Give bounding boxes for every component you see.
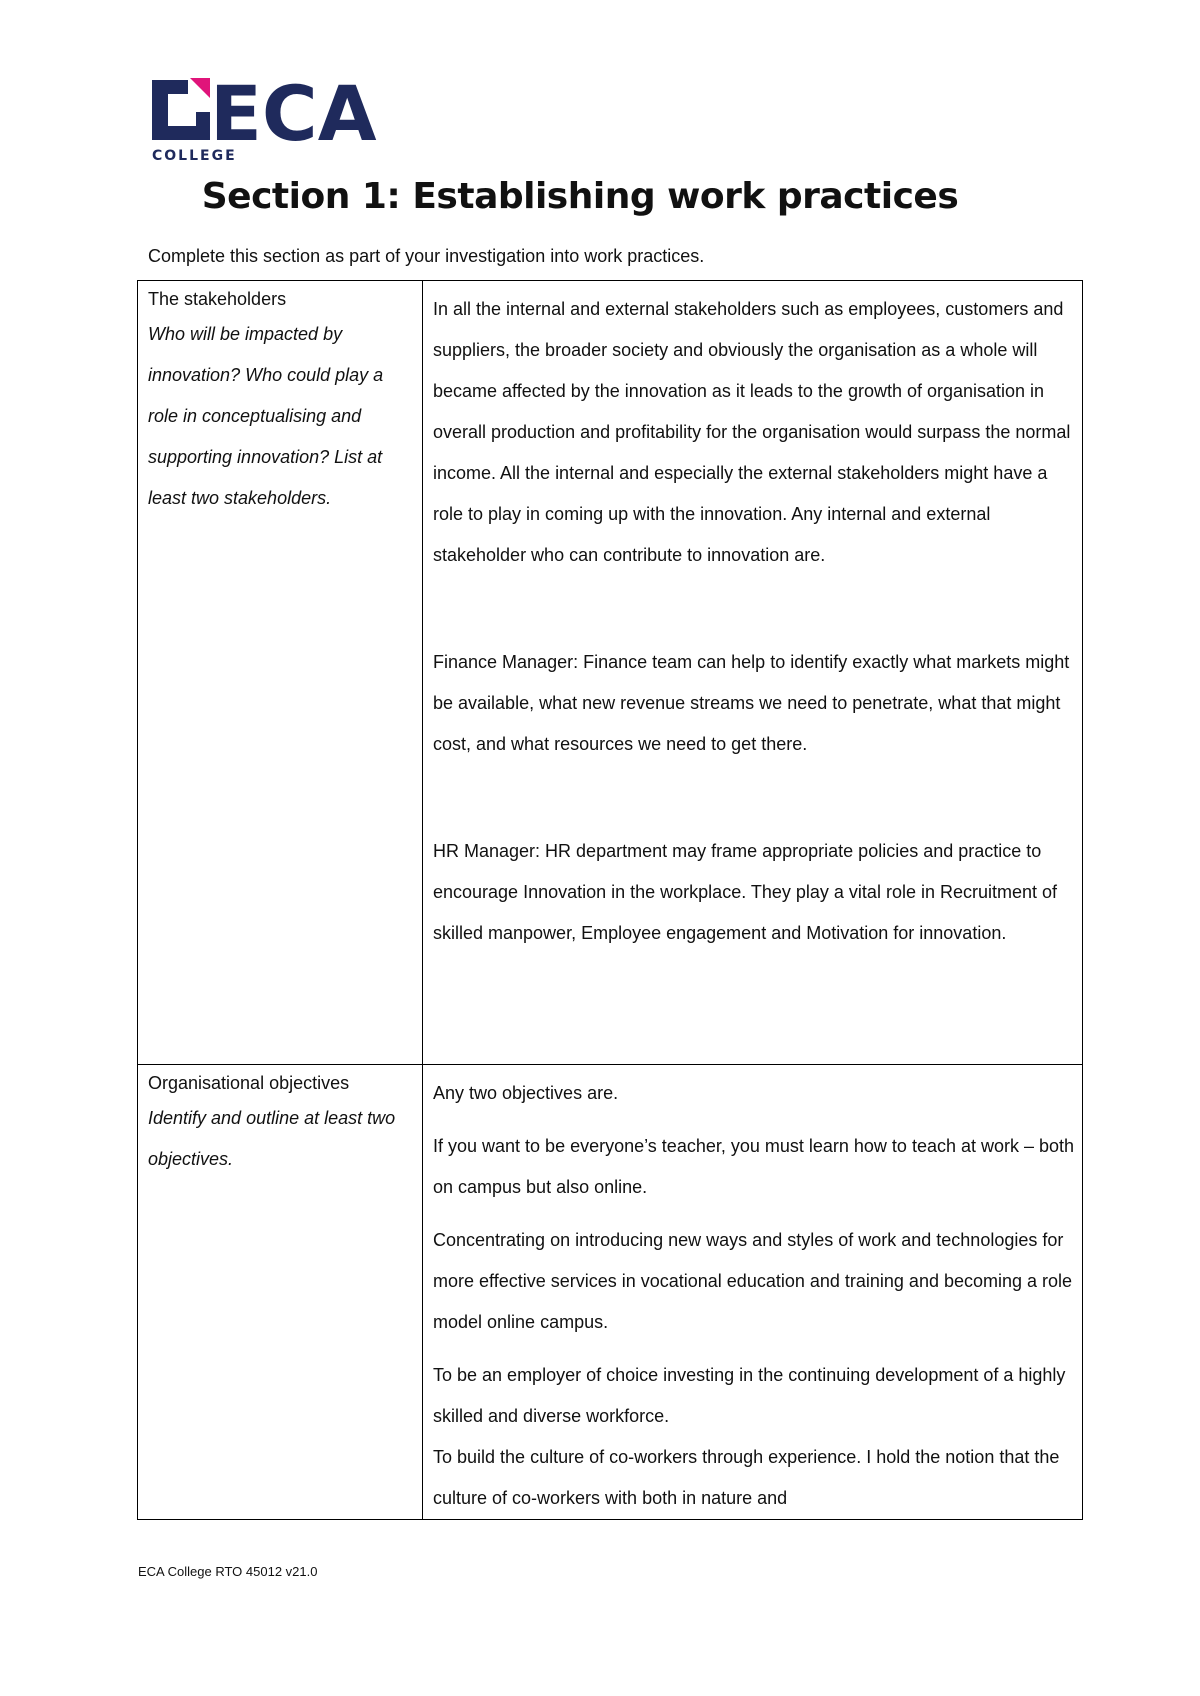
eca-logo-icon	[150, 76, 420, 166]
logo-sub-text: COLLEGE	[152, 148, 237, 164]
intro-text: Complete this section as part of your investigation into work practices.	[148, 246, 705, 266]
answer-cell[interactable]	[423, 281, 1083, 1065]
logo-main-text: ECA	[210, 76, 377, 158]
question-cell	[138, 281, 423, 1065]
row-heading: The stakeholders	[148, 289, 287, 309]
answer-cell[interactable]	[423, 1065, 1083, 1520]
row-prompt: Who will be impacted by innovation? Who could play a role in conceptualising and supporting innovation? List at least two stakeholders.	[148, 324, 384, 508]
answer-paragraph: To build the culture of co-workers through experience. I hold the notion that the culture of co-workers with both in nature and	[433, 1447, 1060, 1508]
question-cell	[138, 1065, 423, 1520]
answer-paragraph: If you want to be everyone’s teacher, you must learn how to teach at work – both on campus but also online.	[433, 1136, 1075, 1197]
footer-text: ECA College RTO 45012 v21.0	[138, 1564, 318, 1579]
table-row	[138, 281, 1083, 1065]
row-prompt: Identify and outline at least two objectives.	[148, 1108, 396, 1169]
answer-paragraph: Finance Manager: Finance team can help to identify exactly what markets might be available, what new revenue streams we need to penetrate, what that might cost, and what resources we need to get there.	[433, 652, 1070, 754]
table-row	[138, 1065, 1083, 1520]
row-heading: Organisational objectives	[148, 1073, 350, 1093]
answer-paragraph: To be an employer of choice investing in the continuing development of a highly skilled and diverse workforce.	[433, 1365, 1066, 1426]
answer-paragraph: In all the internal and external stakeholders such as employees, customers and suppliers, the broader society and obviously the organisation as a whole will became affected by the innovation as it leads to the growth of organisation in overall production and profitability for the organisation would surpass the normal income. All the internal and especially the external stakeholders might have a role to play in coming up with the innovation. Any internal and external stakeholder who can contribute to innovation are.	[433, 299, 1071, 565]
page-title: Section 1: Establishing work practices	[201, 176, 959, 217]
eca-college-logo	[150, 76, 420, 166]
work-practices-table	[137, 280, 1083, 1520]
answer-paragraph: Any two objectives are.	[433, 1083, 619, 1103]
answer-paragraph: Concentrating on introducing new ways and styles of work and technologies for more effective services in vocational education and training and becoming a role model online campus.	[433, 1230, 1073, 1332]
answer-paragraph: HR Manager: HR department may frame appropriate policies and practice to encourage Innovation in the workplace. They play a vital role in Recruitment of skilled manpower, Employee engagement and Motivation for innovation.	[433, 841, 1058, 943]
